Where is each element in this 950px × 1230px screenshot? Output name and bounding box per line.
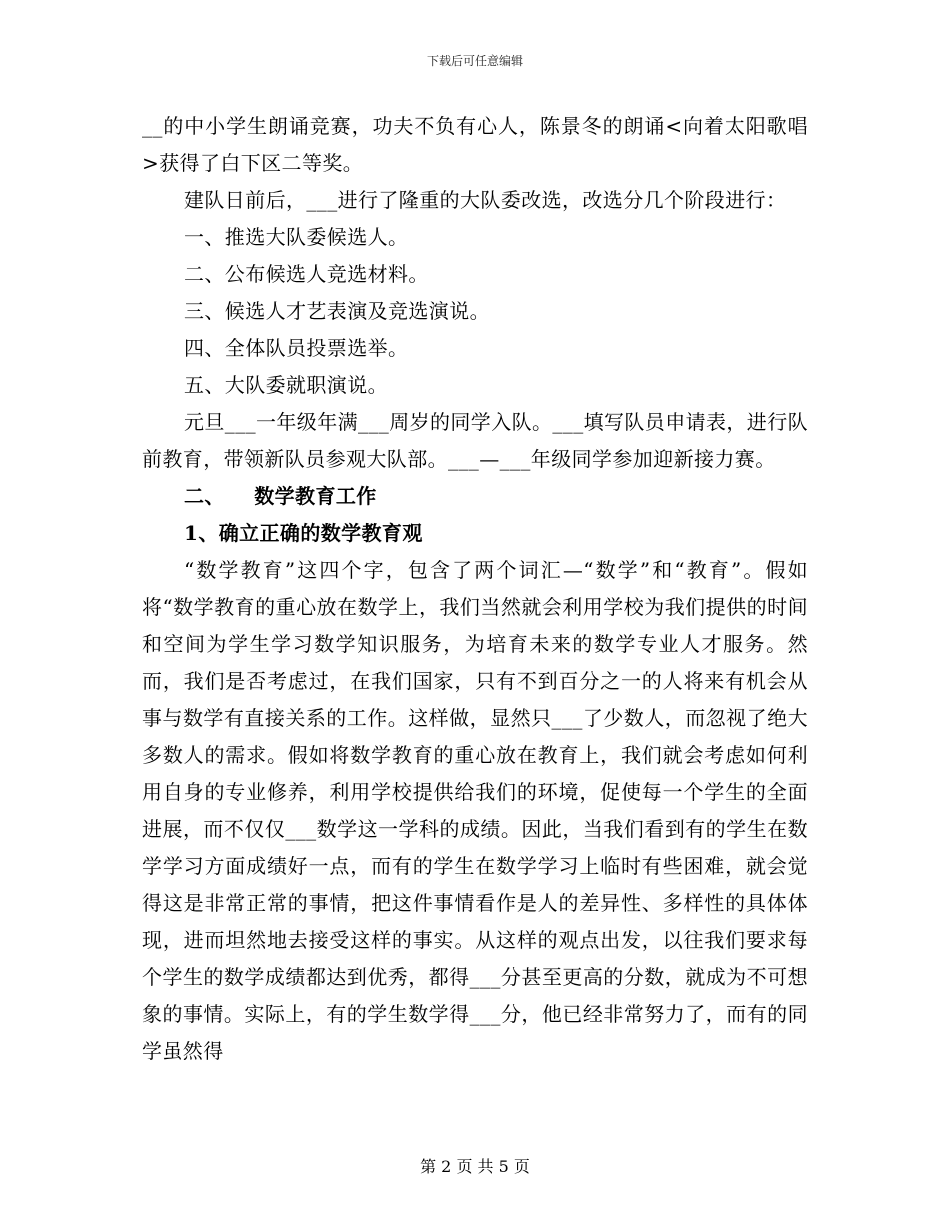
paragraph-new-year-induction: 元旦___一年级年满___周岁的同学入队。___填写队员申请表，进行队前教育，带领新队员参观大队部。___—___年级同学参加迎新接力赛。 — [142, 410, 808, 471]
election-step-3: 三、候选人才艺表演及竞选演说。 — [184, 299, 490, 323]
section-heading: 二、 数学教育工作 — [184, 484, 377, 508]
paragraph-recitation-contest: __的中小学生朗诵竞赛，功夫不负有心人，陈景冬的朗诵<向着太阳歌唱>获得了白下区二等奖。 — [142, 114, 808, 175]
subsection-heading: 1、确立正确的数学教育观 — [184, 521, 423, 545]
page-header: 下载后可任意编辑 — [426, 54, 523, 68]
page-number: 第 2 页 共 5 页 — [420, 1157, 530, 1176]
election-step-4: 四、全体队员投票选举。 — [184, 336, 409, 360]
election-step-1: 一、推选大队委候选人。 — [184, 225, 409, 249]
document-body — [142, 108, 808, 1070]
paragraph-math-education-view: “数学教育”这四个字，包含了两个词汇—“数学”和“教育”。假如将“数学教育的重心放在数学上，我们当然就会利用学校为我们提供的时间和空间为学生学习数学知识服务，为培育未来的数学专业人才服务。然而，我们是否考虑过，在我们国家，只有不到百分之一的人将来有机会从事与数学有直接关系的工作。这样做，显然只___了少数人，而忽视了绝大多数人的需求。假如将数学教育的重心放在教育上，我们就会考虑如何利用自身的专业修养，利用学校提供给我们的环境，促使每一个学生的全面进展，而不仅仅___数学这一学科的成绩。因此，当我们看到有的学生在数学学习方面成绩好一点，而有的学生在数学学习上临时有些困难，就会觉得这是非常正常的事情，把这件事情看作是人的差异性、多样性的具体体现，进而坦然地去接受这样的事实。从这样的观点出发，以往我们要求每个学生的数学成绩都达到优秀，都得___分甚至更高的分数，就成为不可想象的事情。实际上，有的学生数学得___分，他已经非常努力了，而有的同学虽然得 — [142, 558, 808, 1063]
election-step-2: 二、公布候选人竞选材料。 — [184, 262, 429, 286]
election-step-5: 五、大队委就职演说。 — [184, 373, 388, 397]
paragraph-brigade-election: 建队日前后，___进行了隆重的大队委改选，改选分几个阶段进行： — [184, 188, 787, 212]
